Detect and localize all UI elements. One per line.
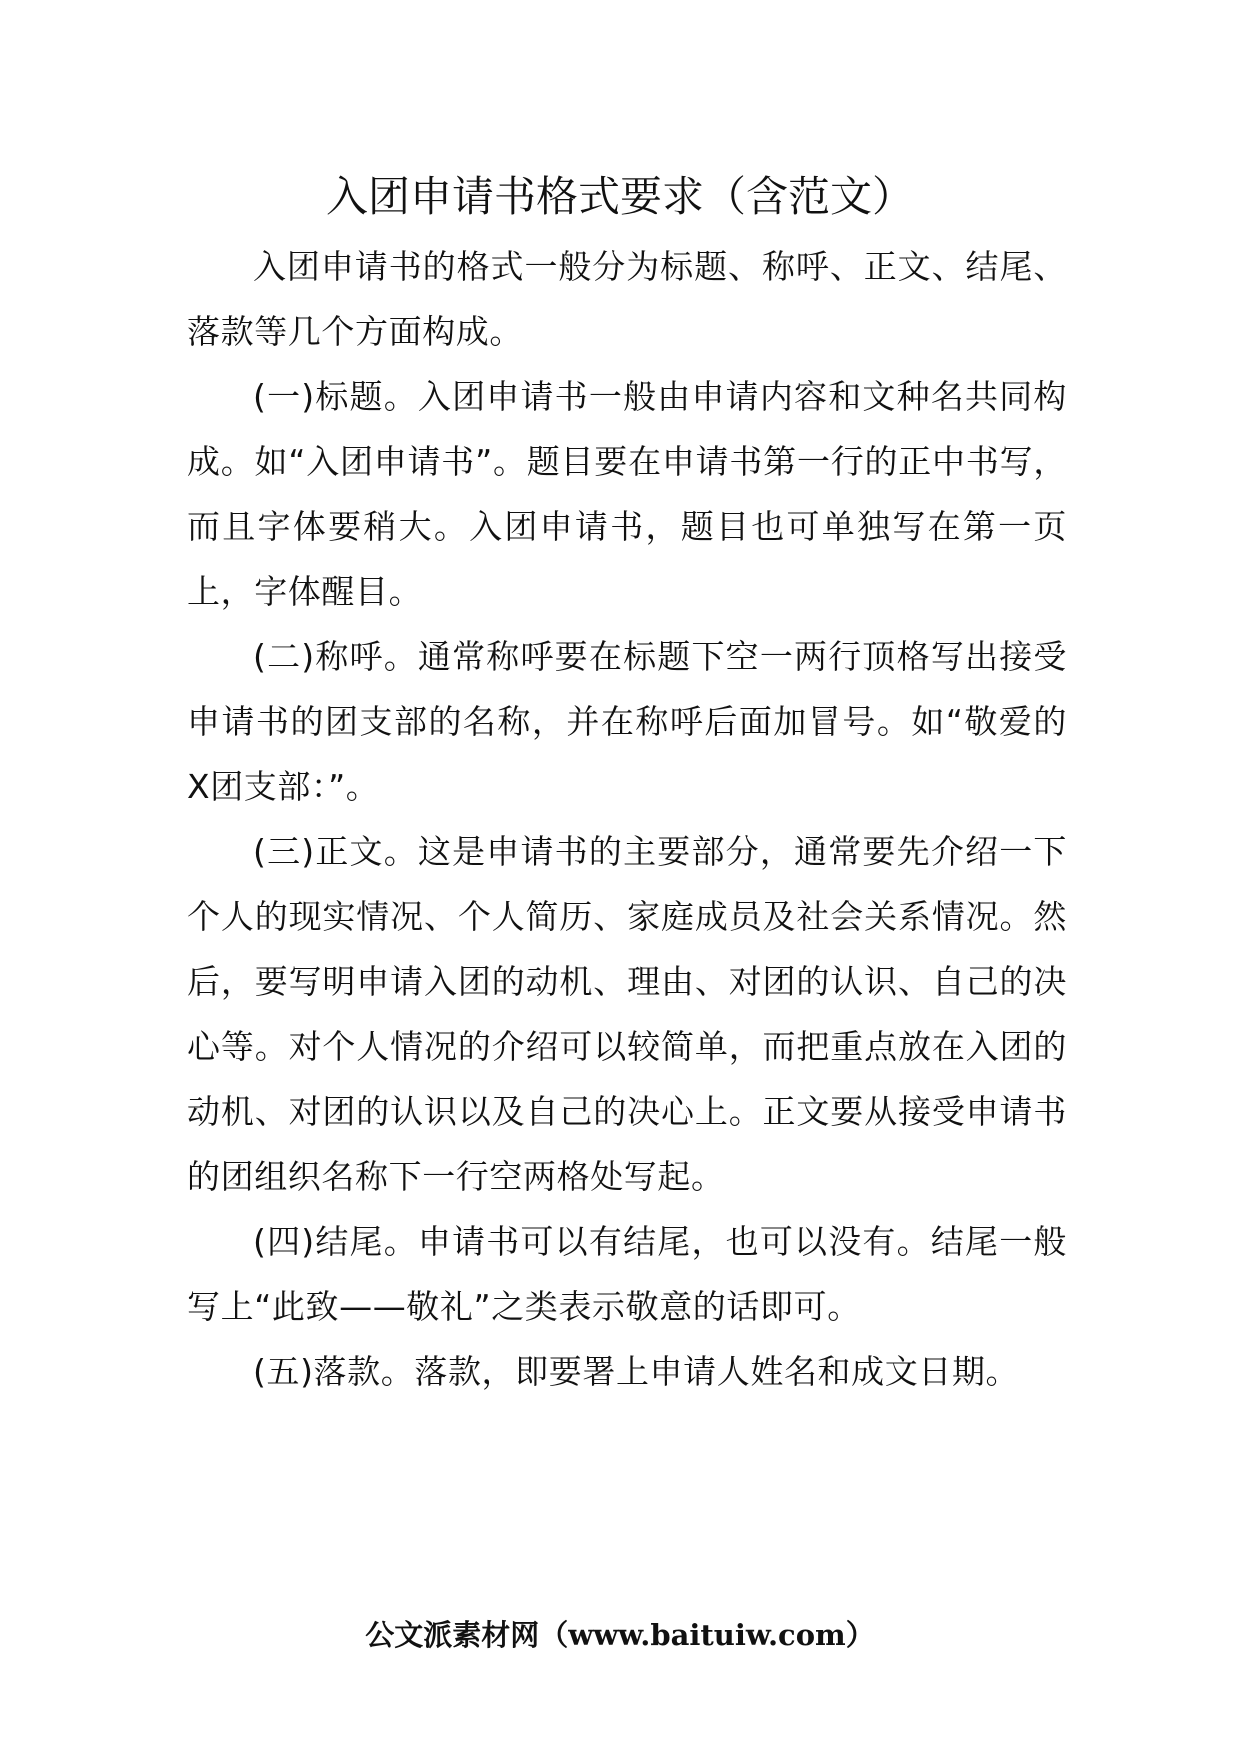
document-body [187,234,1067,1404]
section-signature-paragraph: (五)落款。落款，即要署上申请人姓名和成文日期。 [253,1352,1020,1391]
section-title-paragraph: (一)标题。入团申请书一般由申请内容和文种名共同构成。如“入团申请书”。题目要在申请书第一行的正中书写，而且字体要稍大。入团申请书，题目也可单独写在第一页上，字体醒目。 [187,377,1067,611]
footer-source: 公文派素材网（www.baituiw.com） [365,1618,875,1652]
page-title: 入团申请书格式要求（含范文） [325,172,914,221]
section-closing-paragraph: (四)结尾。申请书可以有结尾，也可以没有。结尾一般写上“此致——敬礼”之类表示敬意的话即可。 [187,1222,1067,1326]
intro-paragraph: 入团申请书的格式一般分为标题、称呼、正文、结尾、落款等几个方面构成。 [187,247,1067,351]
section-body-paragraph: (三)正文。这是申请书的主要部分，通常要先介绍一下个人的现实情况、个人简历、家庭成员及社会关系情况。然后，要写明申请入团的动机、理由、对团的认识、自己的决心等。对个人情况的介绍可以较简单，而把重点放在入团的动机、对团的认识以及自己的决心上。正文要从接受申请书的团组织名称下一行空两格处写起。 [187,832,1067,1196]
section-salutation-paragraph: (二)称呼。通常称呼要在标题下空一两行顶格写出接受申请书的团支部的名称，并在称呼后面加冒号。如“敬爱的X团支部：”。 [187,637,1067,806]
